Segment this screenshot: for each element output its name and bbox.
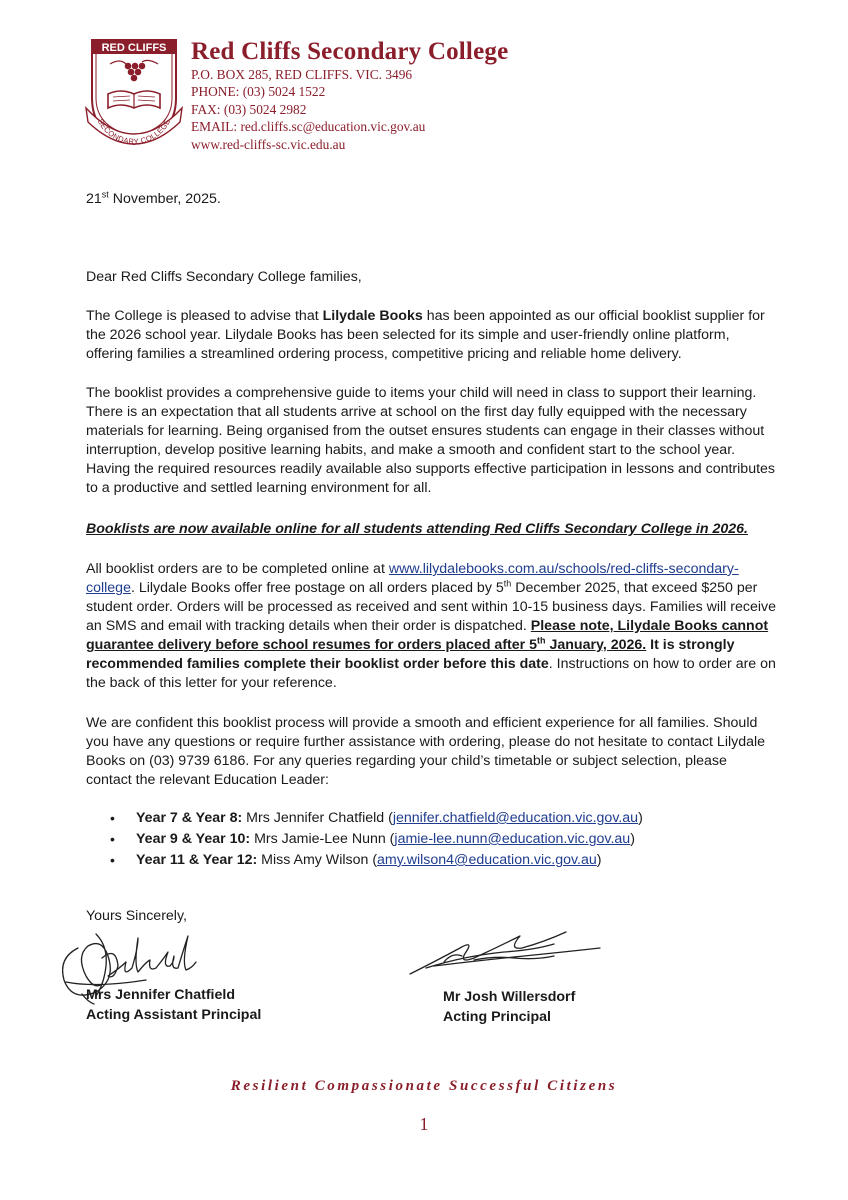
contact-years: Year 11 & Year 12:	[136, 852, 258, 868]
contact-name: Miss Amy Wilson (	[257, 852, 378, 868]
list-item	[110, 850, 730, 871]
bullet-icon: •	[110, 852, 115, 868]
list-item	[110, 808, 730, 829]
crest-top-text: RED CLIFFS	[101, 42, 167, 54]
contact-close: )	[596, 852, 602, 868]
p3-a: All booklist orders are to be completed online at	[86, 561, 389, 577]
p1-supplier-name: Lilydale Books	[322, 308, 423, 324]
signatory-name: Mrs Jennifer Chatfield	[86, 987, 235, 1003]
paragraph-contact: We are confident this booklist process will provide a smooth and efficient experience for all families. Should you have any questions or require further assistance with ordering, please do not hesitate to contact Lilydale Books on (03) 9739 6186. For any queries regarding your child’s timetable or subject selection, please contact the relevant Education Leader:	[86, 715, 766, 788]
list-item	[110, 829, 730, 850]
date-suffix: st	[101, 189, 109, 200]
crest-banner-text: SECONDARY COLLEGE	[95, 117, 173, 147]
contact-email-link[interactable]: jennifer.chatfield@education.vic.gov.au	[392, 810, 639, 826]
signatory-left	[86, 985, 261, 1025]
bullet-icon: •	[110, 810, 115, 826]
school-website[interactable]: www.red-cliffs-sc.vic.edu.au	[191, 136, 346, 152]
letterhead-contact-block	[191, 66, 425, 153]
page-number: 1	[419, 1114, 429, 1134]
p3-sup1: th	[503, 578, 512, 589]
phone: PHONE: (03) 5024 1522	[191, 84, 326, 100]
signoff: Yours Sincerely,	[86, 908, 187, 924]
email-line	[191, 118, 425, 135]
paragraph-booklist: The booklist provides a comprehensive guide to items your child will need in class to support their learning. There is an expectation that all students arrive at school on the first day fully equipped with the necessary materials for learning. Being organised from the outset ensures students can engage in their classes without interruption, develop positive learning habits, and make a smooth and confident start to the school year. Having the required resources readily available also supports effective participation in lessons and contributes to a productive and settled learning environment for all.	[86, 385, 776, 496]
signatory-title: Acting Principal	[443, 1009, 551, 1025]
p3-bu2: January, 2026.	[545, 637, 647, 653]
p3-c: December 2025, that exceed $250 per student order. Orders will be processed as received and sent within 10-15 business days. Families will receive an SMS and email with tracking details when their order is dispatched.	[86, 580, 776, 634]
date-rest: November, 2025.	[108, 191, 221, 207]
signature-willersdorf-icon	[404, 922, 614, 982]
signatory-name: Mr Josh Willersdorf	[443, 989, 576, 1005]
salutation: Dear Red Cliffs Secondary College families,	[86, 269, 362, 285]
p3-d: . Instructions on how to order are on the back of this letter for your reference.	[86, 656, 776, 691]
contact-name: Mrs Jamie-Lee Nunn (	[250, 831, 395, 847]
contact-close: )	[630, 831, 635, 847]
school-name: Red Cliffs Secondary College	[191, 38, 509, 65]
letter-date	[86, 190, 776, 209]
signatory-right	[443, 987, 575, 1027]
p3-b: . Lilydale Books offer free postage on all orders placed by 5	[130, 580, 504, 596]
p1-pre: The College is pleased to advise that	[86, 308, 323, 324]
contact-email-link[interactable]: amy.wilson4@education.vic.gov.au	[377, 852, 597, 868]
contact-years: Year 7 & Year 8:	[136, 810, 243, 826]
bullet-icon: •	[110, 831, 115, 847]
lilydale-booklist-link[interactable]: www.lilydalebooks.com.au/schools/red-cliffs-secondary-college	[86, 561, 739, 596]
paragraph-ordering	[86, 560, 776, 693]
contact-email-link[interactable]: jamie-lee.nunn@education.vic.gov.au	[394, 831, 631, 847]
education-leader-list	[110, 808, 730, 871]
booklist-heading: Booklists are now available online for all students attending Red Cliffs Secondary College in 2026.	[86, 521, 748, 537]
p1-post: has been appointed as our official booklist supplier for the 2026 school year. Lilydale Books has been selected for its simple and user-friendly online platform, offering families a streamlined ordering process, competitive pricing and reliable home delivery.	[86, 308, 765, 362]
po-box: P.O. BOX 285, RED CLIFFS. VIC. 3496	[191, 67, 413, 82]
contact-close: )	[638, 810, 643, 826]
email-label: EMAIL:	[191, 119, 241, 135]
contact-name: Mrs Jennifer Chatfield (	[242, 810, 393, 826]
signatory-title: Acting Assistant Principal	[86, 1007, 262, 1023]
contact-years: Year 9 & Year 10:	[136, 831, 251, 847]
fax: FAX: (03) 5024 2982	[191, 101, 307, 117]
school-crest-icon	[80, 36, 188, 148]
p3-sup2: th	[537, 635, 546, 646]
date-day: 21	[86, 191, 102, 207]
p3-bu1: Please note, Lilydale Books cannot guarantee delivery before school resumes for orders placed after 5	[86, 618, 769, 653]
paragraph-supplier	[86, 307, 776, 364]
school-motto: Resilient Compassionate Successful Citizens	[230, 1078, 618, 1094]
p3-recommendation: It is strongly recommended families complete their booklist order before this date	[86, 637, 735, 672]
school-email[interactable]: red.cliffs.sc@education.vic.gov.au	[240, 119, 426, 135]
